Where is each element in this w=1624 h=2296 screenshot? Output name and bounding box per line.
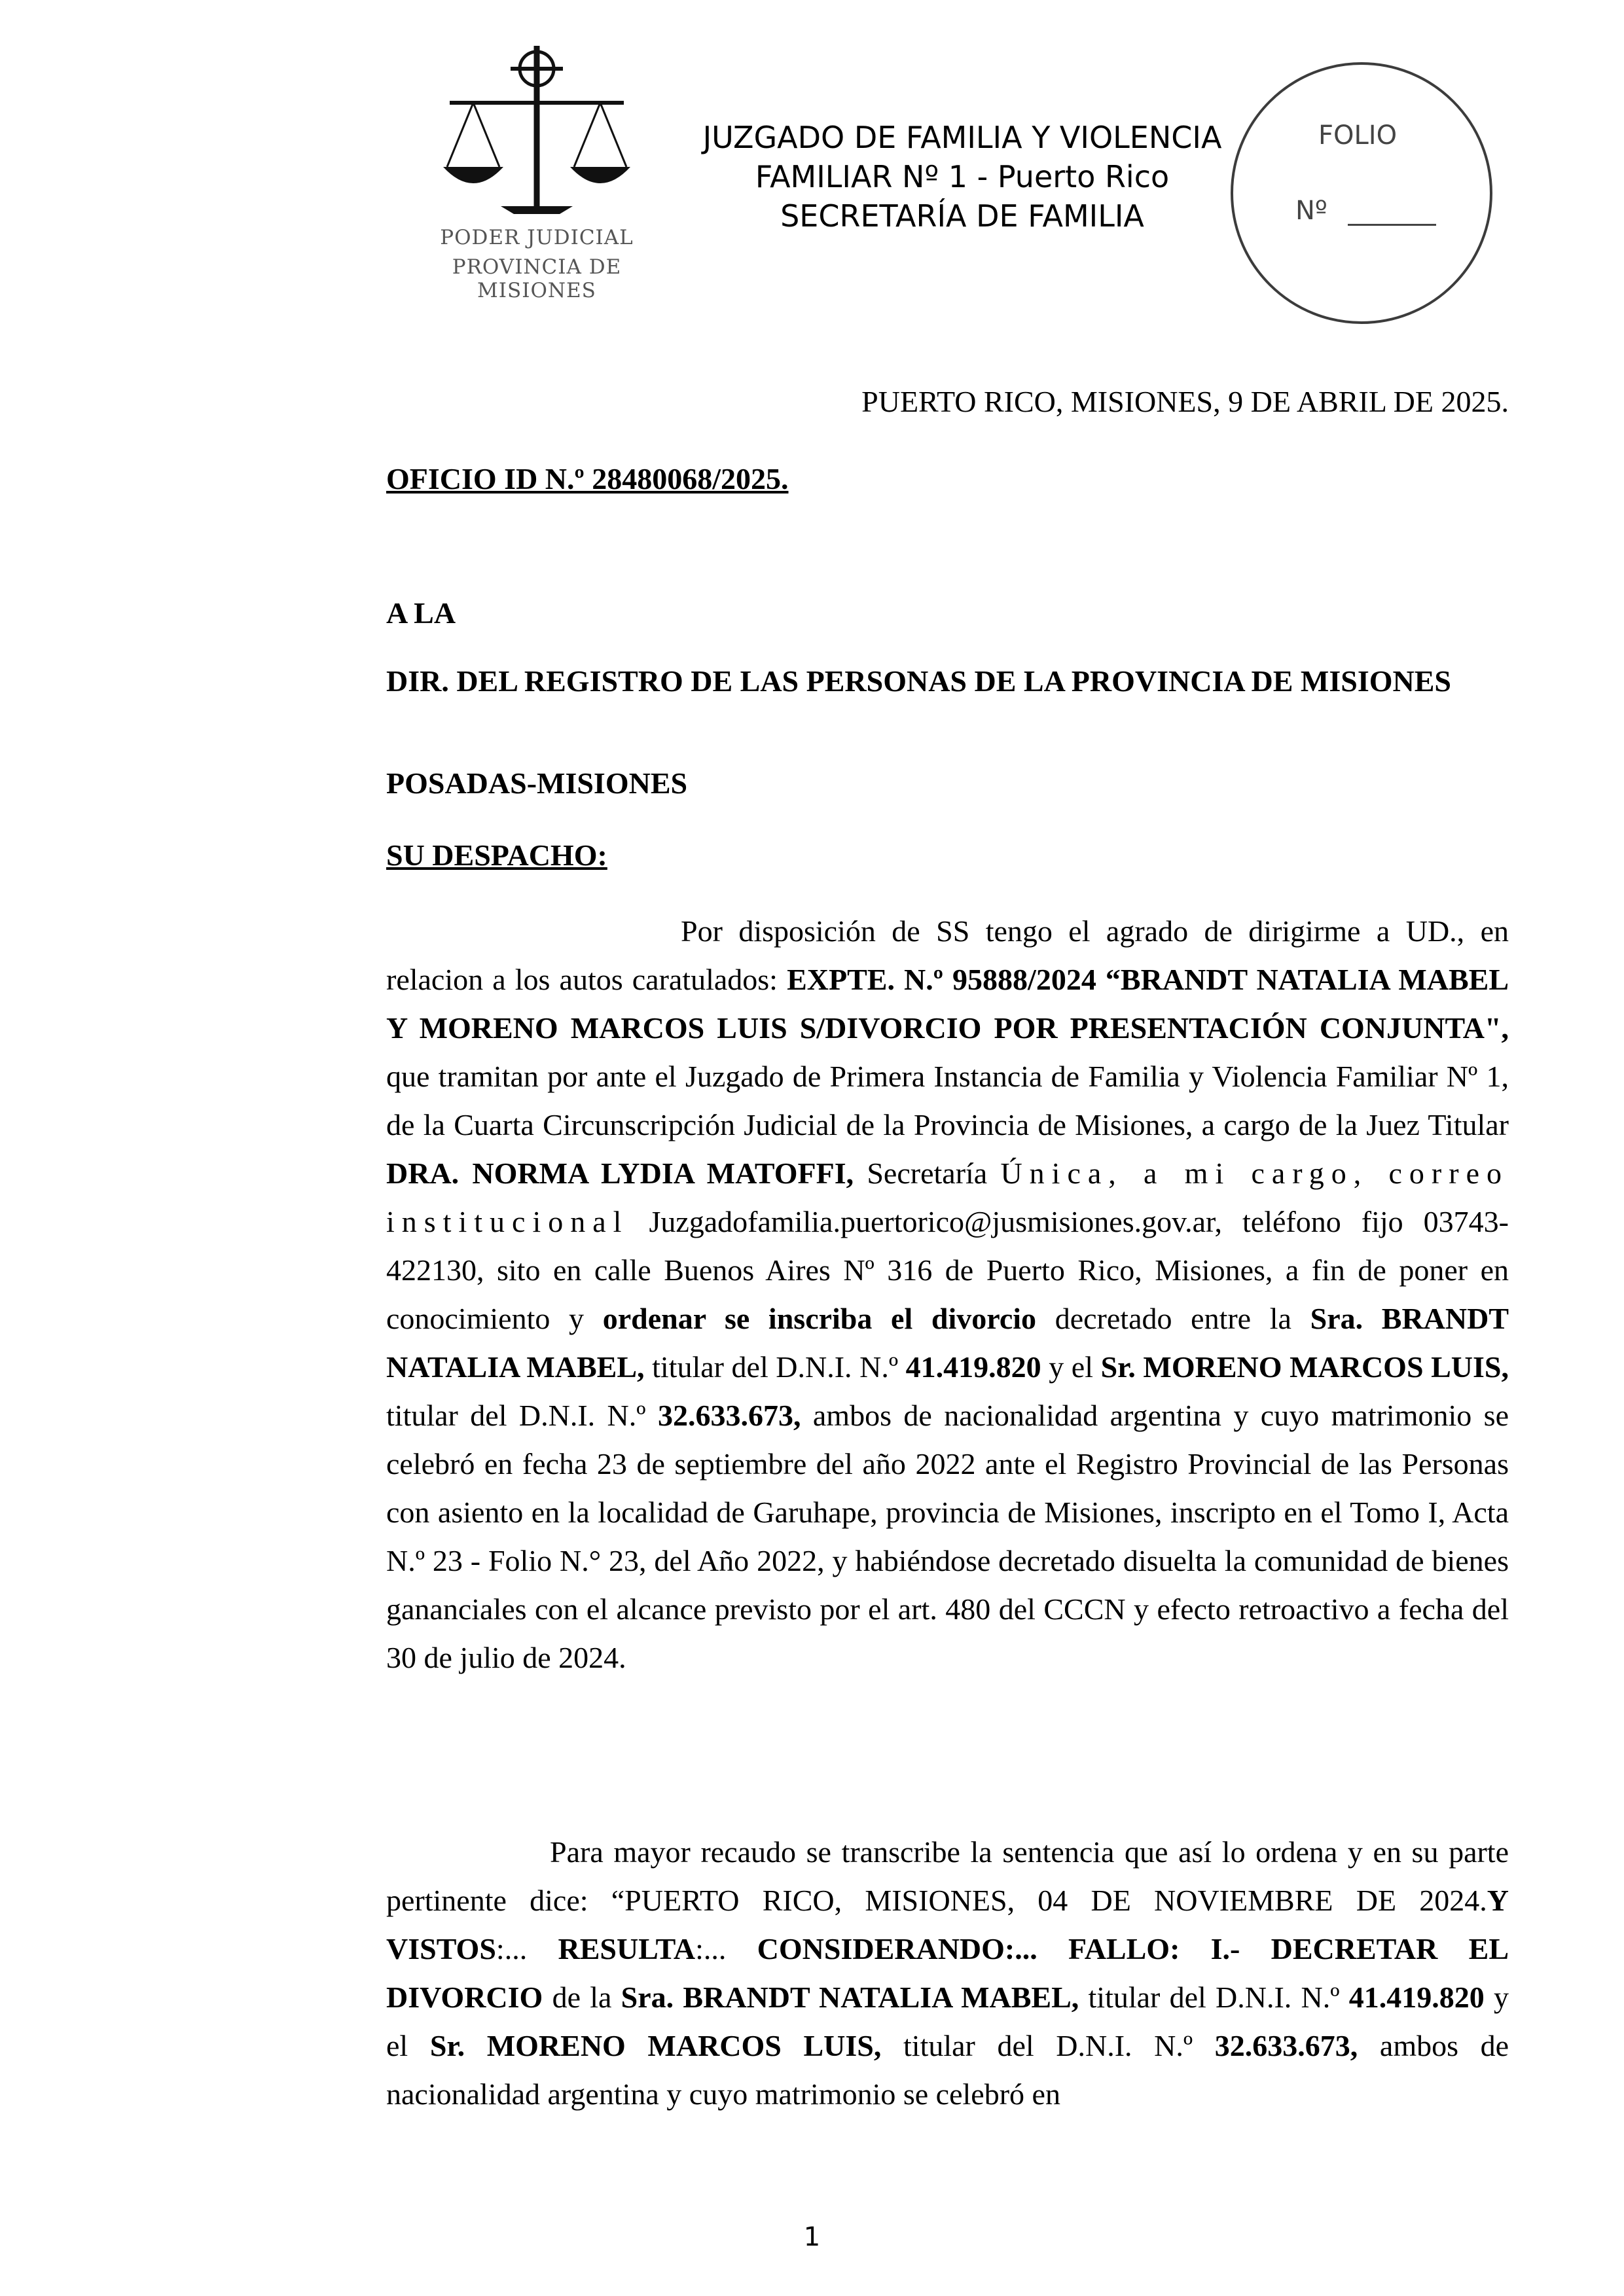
p1-text: Juzgadofamilia.puertorico@jusmisiones.gov.ar, teléfono fijo 03743-422130, sito en calle Buenos Aires Nº 316 de Puerto Rico, Misiones, a fin de poner en conocimiento y [386, 1205, 1509, 1335]
party-2-name: Sr. MORENO MARCOS LUIS, [1100, 1350, 1509, 1384]
recipient-city: POSADAS-MISIONES [386, 766, 688, 800]
p1-text: ambos de nacionalidad argentina y cuyo matrimonio se celebró en fecha 23 de septiembre del año 2022 ante el Registro Provincial de las Personas con asiento en la localidad de Garuhape, provincia de Misiones, inscripto en el Tomo I, Acta N.º 23 - Folio N.° 23, del Año 2022, y habiéndose decretado disuelta la comunidad de bienes gananciales con el alcance previsto por el art. 480 del CCCN y efecto retroactivo a fecha del 30 de julio de 2024. [386, 1399, 1509, 1674]
p1-text: titular del D.N.I. N.º [644, 1350, 906, 1384]
p2-text: de la [543, 1981, 621, 2014]
party-2-name: Sr. MORENO MARCOS LUIS, [429, 2029, 882, 2062]
folio-number-blank [1348, 224, 1436, 226]
party-1-name: Sra. BRANDT NATALIA MABEL, [621, 1981, 1079, 2014]
order-text: ordenar se inscriba el divorcio [602, 1302, 1037, 1335]
ruling-fallo: CONSIDERANDO:... FALLO: I.- DECRETAR EL DIVORCIO [386, 1932, 1509, 2014]
ruling-resulta: RESULTA [558, 1932, 696, 1965]
su-despacho: SU DESPACHO: [386, 838, 607, 872]
court-line1: JUZGADO DE FAMILIA Y VIOLENCIA [702, 120, 1222, 155]
p2-text: :... [496, 1932, 558, 1965]
p2-text: Para mayor recaudo se transcribe la sentencia que así lo ordena y en su parte pertinente dice: “PUERTO RICO, MISIONES, 04 DE NOVIEMBRE DE 2024. [386, 1835, 1509, 1917]
folio-number-label: Nº [1295, 196, 1327, 226]
p2-text: titular del D.N.I. N.º [1079, 1981, 1349, 2014]
body-paragraph-2 [386, 1828, 1509, 2119]
ruling-vistos: Y VISTOS [386, 1884, 1509, 1965]
p2-text: ambos de nacionalidad argentina y cuyo matrimonio se celebró en [386, 2029, 1509, 2111]
scales-of-justice-icon [435, 43, 638, 226]
oficio-id: OFICIO ID N.º 28480068/2025. [386, 462, 789, 495]
case-title: EXPTE. N.º 95888/2024 “BRANDT NATALIA MABEL Y MORENO MARCOS LUIS S/DIVORCIO POR PRESENTACIÓN CONJUNTA", [386, 963, 1509, 1045]
party-2-dni: 32.633.673, [657, 1399, 801, 1432]
p1-text: que tramitan por ante el Juzgado de Primera Instancia de Familia y Violencia Familiar Nº 1, de la Cuarta Circunscripción Judicial de la Provincia de Misiones, a cargo de la Juez Titular [386, 1060, 1509, 1141]
p1-text: y el [1041, 1350, 1101, 1384]
party-1-dni: 41.419.820 [1348, 1981, 1485, 2014]
p2-text: :... [695, 1932, 757, 1965]
logo-text-line1: PODER JUDICIAL [440, 226, 634, 249]
folio-label: FOLIO [1318, 120, 1398, 151]
p1-text: decretado entre la [1036, 1302, 1310, 1335]
p2-text: titular del D.N.I. N.º [881, 2029, 1215, 2062]
page-number: 1 [803, 2222, 821, 2252]
p1-text: Por disposición de SS tengo el agrado de dirigirme a UD., en relacion a los autos caratulados: [386, 914, 1509, 996]
folio-stamp [1231, 62, 1492, 324]
p1-text: titular del D.N.I. N.º [386, 1399, 658, 1432]
recipient-a-la: A LA [386, 596, 456, 630]
p1-text: Única, a mi cargo, correo institucional [386, 1157, 1509, 1238]
judge-name: DRA. NORMA LYDIA MATOFFI, [386, 1157, 854, 1190]
court-line2: FAMILIAR Nº 1 - Puerto Rico [755, 159, 1170, 194]
body-paragraph-1 [386, 907, 1509, 1682]
party-1-name: Sra. BRANDT NATALIA MABEL, [386, 1302, 1509, 1384]
logo-text-line2: PROVINCIA DE MISIONES [452, 255, 622, 302]
document-date: PUERTO RICO, MISIONES, 9 DE ABRIL DE 2025. [861, 385, 1509, 418]
party-1-dni: 41.419.820 [905, 1350, 1041, 1384]
court-line3: SECRETARÍA DE FAMILIA [780, 198, 1144, 234]
party-2-dni: 32.633.673, [1214, 2029, 1358, 2062]
p2-text: y el [386, 1981, 1509, 2062]
recipient-directorate: DIR. DEL REGISTRO DE LAS PERSONAS DE LA PROVINCIA DE MISIONES [386, 664, 1451, 698]
court-header [674, 118, 1250, 236]
judicial-logo [399, 36, 674, 302]
p1-text: Secretaría [854, 1157, 1001, 1190]
